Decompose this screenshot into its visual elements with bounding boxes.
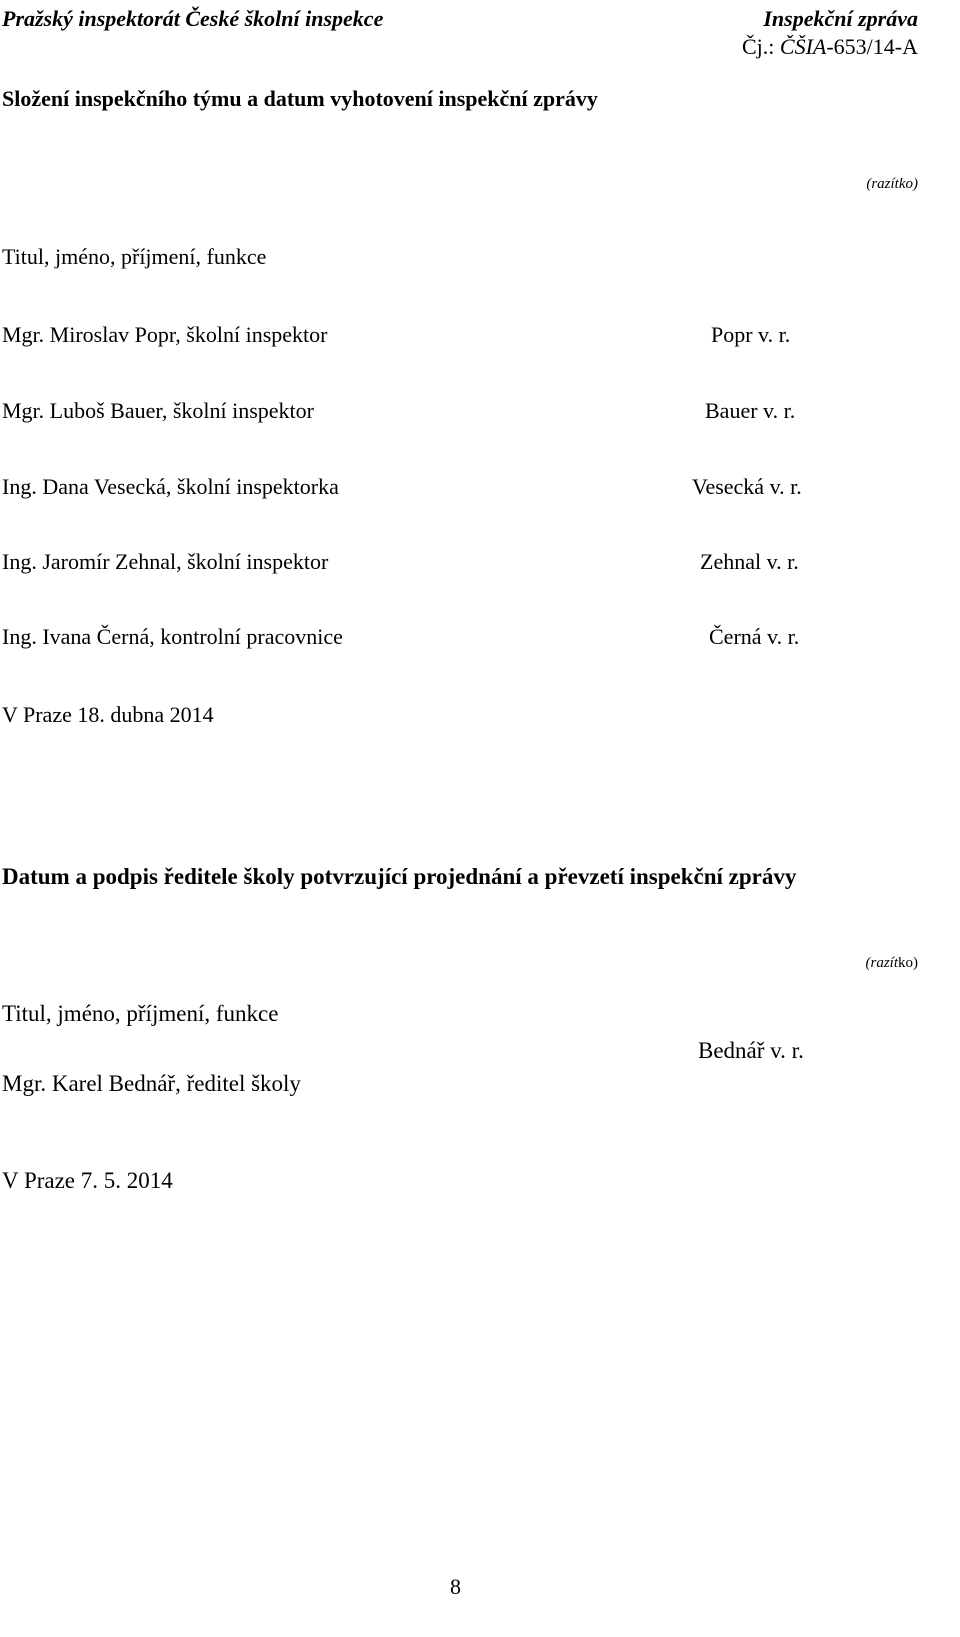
stamp-upright-part: ko) bbox=[898, 955, 918, 971]
team-place-date: V Praze 18. dubna 2014 bbox=[2, 702, 214, 727]
director-place-date: V Praze 7. 5. 2014 bbox=[2, 1168, 173, 1193]
team-member-name: Mgr. Miroslav Popr, školní inspektor bbox=[2, 322, 328, 347]
stamp-italic-part: (razít bbox=[865, 955, 898, 971]
team-member-signature: Zehnal v. r. bbox=[700, 549, 799, 574]
header-inspectorate: Pražský inspektorát České školní inspekce bbox=[2, 6, 384, 31]
page-number: 8 bbox=[450, 1574, 461, 1599]
header-report-title: Inspekční zpráva bbox=[763, 6, 918, 31]
team-member-signature: Bauer v. r. bbox=[705, 398, 796, 423]
ref-agency: ČŠIA bbox=[779, 34, 827, 59]
team-member-signature: Vesecká v. r. bbox=[692, 474, 802, 499]
director-stamp-placeholder bbox=[865, 955, 918, 972]
team-heading: Složení inspekčního týmu a datum vyhotovení inspekční zprávy bbox=[2, 86, 598, 111]
director-heading: Datum a podpis ředitele školy potvrzující projednání a převzetí inspekční zprávy bbox=[2, 864, 797, 889]
ref-prefix: Čj.: bbox=[741, 34, 780, 59]
team-member-signature: Popr v. r. bbox=[711, 322, 791, 347]
header-reference-number bbox=[742, 34, 918, 60]
director-name: Mgr. Karel Bednář, ředitel školy bbox=[2, 1071, 301, 1096]
director-column-label: Titul, jméno, příjmení, funkce bbox=[2, 1001, 279, 1026]
team-column-label: Titul, jméno, příjmení, funkce bbox=[2, 244, 267, 269]
director-signature: Bednář v. r. bbox=[698, 1038, 804, 1063]
team-member-name: Ing. Dana Vesecká, školní inspektorka bbox=[2, 474, 339, 499]
team-member-name: Mgr. Luboš Bauer, školní inspektor bbox=[2, 398, 314, 423]
team-member-name: Ing. Ivana Černá, kontrolní pracovnice bbox=[2, 624, 343, 649]
team-member-signature: Černá v. r. bbox=[709, 624, 800, 649]
ref-number: -653/14-A bbox=[826, 34, 918, 59]
team-stamp-placeholder: (razítko) bbox=[866, 176, 918, 192]
team-member-name: Ing. Jaromír Zehnal, školní inspektor bbox=[2, 549, 329, 574]
